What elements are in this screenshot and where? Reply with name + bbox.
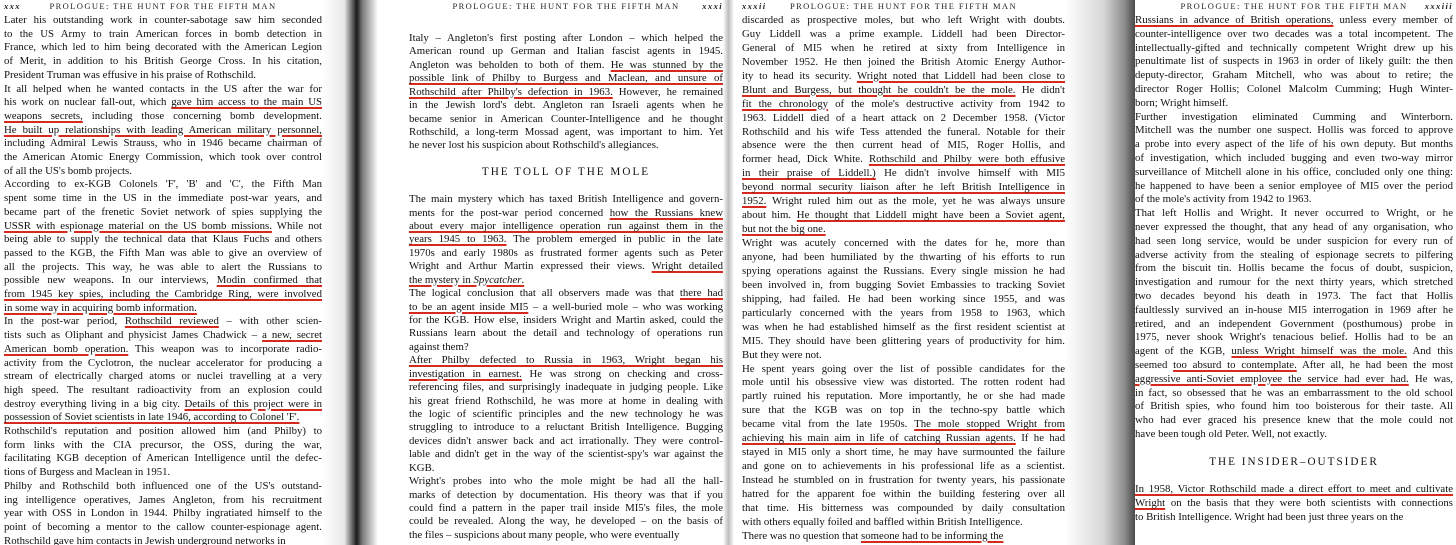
text-line: of all the US's bomb projects.	[4, 164, 132, 177]
text-line	[1135, 469, 1453, 482]
text-line: of British spies, who found him too boisterous for their taste. All	[1135, 400, 1453, 413]
book-page-xxxii	[742, 0, 1065, 545]
page-number: xxx	[4, 1, 21, 11]
text-line: American round up German and Italian fascist agents in 1945.	[409, 45, 723, 58]
highlighted-phrase: Russians in advance of British operations,	[1135, 14, 1334, 26]
text-line: Blunt and Burgess, but thought he couldn't be the mole. He didn't	[742, 83, 1065, 96]
text-line	[4, 302, 322, 315]
highlighted-phrase: there had	[679, 287, 723, 300]
text-line: adverse activity from the stealing of espionage secrets to pilfering	[1135, 248, 1453, 261]
text-line: had seen long service, would be under suspicion for every run of	[1135, 234, 1453, 247]
text-line: particularly concerned with the years from 1958 to 1963, which	[742, 306, 1065, 319]
highlighted-phrase: achieving his main aim in life of catching Russian agents.	[742, 432, 1016, 445]
text-line: aggressive anti-Soviet employee the service had ever had. He was,	[1135, 372, 1453, 385]
text-line: stayed in MI5 only a short time, he may have surmounted the failure	[742, 446, 1065, 459]
highlighted-phrase: in their praise of Liddell.)	[742, 167, 876, 180]
text-line: Philby and Rothschild both influenced one of the US's outstand-	[4, 479, 322, 492]
text-line: investigation in earnest. He was strong on checking and cross-	[409, 367, 723, 380]
highlighted-phrase: The mole stopped Wright from	[914, 418, 1065, 431]
text-line: point of becoming a mentor to the callow counter-espionage agent.	[4, 520, 322, 533]
text-line: seemed too absurd to contemplate. After all, he had been the most	[1135, 359, 1453, 371]
text-line: from the biscuit tin. Hollis became the focus of doubt, suspicion,	[1135, 262, 1453, 275]
text-line: General of MI5 when he retired at sixty from Intelligence in	[742, 41, 1065, 54]
text-line: surveillance of Mitchell alone in his office, concluded only one thing:	[1135, 165, 1453, 178]
text-line: Russians in advance of British operations, unless every member of	[1135, 14, 1453, 26]
highlighted-phrase: beyond normal security liaison after he left British Intelligence in	[742, 181, 1065, 194]
highlighted-phrase: investigation in earnest.	[409, 367, 522, 380]
text-line: who had ever graced his presence knew that the mole could not	[1135, 414, 1453, 427]
text-line: with others equally foiled and baffled within British Intelligence.	[742, 515, 1023, 528]
text-line: Wright was acutely concerned with the dates for he, more than	[742, 237, 1065, 250]
text-line: to the US Army to train American forces in bomb detection in	[4, 27, 322, 40]
highlighted-phrase: Rothschild after Philby's defection in 1963.	[409, 85, 613, 98]
running-header-title: PROLOGUE: THE HUNT FOR THE FIFTH MAN	[1180, 1, 1408, 11]
text-line: intellectually-gifted and technically competent Wright drew up his	[1135, 41, 1453, 54]
text-line	[409, 274, 723, 287]
highlighted-phrase: unless Wright himself was the mole.	[1231, 345, 1407, 358]
text-line: and gone on to achievements in his professional life as a scientist.	[742, 460, 1065, 473]
text-line: director Roger Hollis; Colonel Malcolm Cumming; Hugh Winter-	[1135, 83, 1453, 95]
text-line: the American Atomic Energy Commission, which took over control	[4, 151, 322, 163]
text-line	[742, 181, 1065, 194]
text-line: Rothschild's reputation and position allowed him (and Philby) to	[4, 425, 322, 437]
text-line: There was no question that someone had to be informing the	[742, 529, 1004, 542]
running-header	[409, 1, 723, 11]
text-line: achieving his main aim in life of catching Russian agents. If he had	[742, 432, 1065, 445]
highlighted-phrase: Wright	[1135, 497, 1166, 509]
running-header	[4, 1, 322, 11]
text-line: to British Intelligence. Wright had been just three years on the	[1135, 510, 1404, 523]
highlighted-phrase: In 1958, Victor Rothschild made a direct effort to meet and cultivate	[1135, 483, 1453, 496]
text-line: have been tough old Peter. Well, not exactly.	[1135, 428, 1327, 440]
text-line: in their praise of Liddell.) He didn't involve himself with MI5	[742, 167, 1065, 180]
highlighted-phrase: Blunt and Burgess, but thought he couldn't be the mole.	[742, 83, 1016, 96]
text-line: Further investigation eliminated Cumming and Winterborn.	[1135, 110, 1453, 123]
highlighted-phrase: to be an agent inside MI5	[409, 300, 529, 313]
text-line: counter-intelligence over two decades was a total incompetent. The	[1135, 27, 1453, 40]
text-line: November 1952. He then joined the British Atomic Energy Author-	[742, 55, 1065, 68]
text-line: lable and didn't get in the way of the scientist-spy's war against the	[409, 448, 723, 461]
text-line: two decades beyond his death in 1973. The fact that Hollis	[1135, 290, 1453, 302]
text-line: weapons secrets, including those concerning bomb development.	[4, 109, 322, 122]
text-line: activity from the Cyclotron, the nuclear accelerator for producing a	[4, 356, 322, 369]
text-line: tists such as Oliphant and physicist James Chadwick – a new, secret	[4, 329, 322, 342]
text-line: 1975, never shook Wright's tenacious belief. Hollis had to be an	[1135, 331, 1453, 344]
text-line: year with OSS in London in 1944. Philby ingratiated himself to the	[4, 507, 322, 520]
section-heading: THE INSIDER–OUTSIDER	[1209, 455, 1379, 468]
text-line	[4, 288, 322, 301]
text-line: hatred for the apparent foe within the building festering over all	[742, 487, 1065, 500]
text-line: the logic of scientific principles and the new technology he was	[409, 408, 723, 421]
text-line: MI5. They should have been glittering years of productivity for him.	[742, 334, 1065, 347]
text-line: Later his outstanding work in counter-sabotage saw him seconded	[4, 14, 322, 26]
page-number: xxxii	[742, 1, 767, 11]
text-line: high speed. The resultant radioactivity from an explosion could	[4, 383, 322, 396]
text-line	[742, 223, 1065, 236]
text-line: Rothschild, a long-term Mossad agent, was important to him. Yet	[409, 126, 723, 138]
text-line: American bomb operation. This weapon was to incorporate radio-	[4, 342, 322, 355]
text-line: possible new weapons. In our interviews, Modin confirmed that	[4, 274, 322, 287]
text-line: anyone, had been humiliated by the thwarting of his efforts to run	[742, 250, 1065, 263]
text-line: his great friend Rothschild, he was more at home in dealing with	[409, 394, 723, 407]
text-line: of investigation, which included bugging and even two-way mirror	[1135, 152, 1453, 164]
text-line: It all helped when he wanted contacts in the US after the war for	[4, 82, 322, 95]
text-line: Russians learn about the detail and technology of operations run	[409, 327, 723, 340]
text-line: became senior in American Counter-Intelligence and he thought	[409, 112, 723, 125]
text-line: being able to supply the technical data that Klaus Fuchs and others	[4, 233, 322, 246]
text-line	[1135, 483, 1453, 496]
text-line: France, which led to him being decorated with the American Legion	[4, 41, 322, 54]
text-line: Wright and Arthur Martin expressed their views. Wright detailed	[409, 260, 723, 273]
highlighted-phrase: Wright detailed	[651, 260, 723, 273]
text-line: ing intelligence operatives, James Angleton, from his recruitment	[4, 493, 322, 506]
page-gutter	[322, 0, 378, 545]
text-line: his work on nuclear fall-out, which gave him access to the main US	[4, 96, 322, 109]
running-header-title: PROLOGUE: THE HUNT FOR THE FIFTH MAN	[789, 1, 1018, 11]
text-line: The logical conclusion that all observers made was that there had	[409, 287, 723, 300]
text-line: USSR with espionage material on the US bomb missions. While not	[4, 219, 322, 232]
text-line: been involved in, from bugging Soviet Embassies to tracking Soviet	[742, 278, 1065, 291]
text-line: marks of detection by documentation. His theory was that if you	[409, 488, 723, 501]
highlighted-phrase: in some way in acquiring bomb information.	[4, 301, 197, 314]
highlighted-phrase: too absurd to contemplate.	[1173, 359, 1297, 371]
text-line: 1970s and early 1980s as frustrated former agents such as Peter	[409, 246, 723, 259]
highlighted-phrase: a new, secret	[262, 329, 322, 342]
running-header	[1135, 1, 1453, 11]
text-line: The main mystery which has taxed British Intelligence and govern-	[409, 193, 723, 206]
text-line: ments for the post-war period concerned how the Russians knew	[409, 206, 723, 219]
text-line: including Admiral Lewis Strauss, who in 1946 became chairman of	[4, 137, 322, 150]
text-line	[4, 411, 322, 424]
text-line	[409, 180, 723, 193]
highlighted-phrase: but not the big one.	[742, 223, 826, 236]
highlighted-phrase: Rothschild reviewed	[124, 315, 219, 328]
text-line: years 1945 to 1963. The problem emerged in public in the late	[409, 233, 723, 246]
book-page-xxxi	[409, 0, 723, 545]
book-page-xxx	[4, 0, 322, 545]
highlighted-phrase: gave him access to the main US	[171, 96, 322, 109]
text-line: Italy – Angleton's first posting after London – which helped the	[409, 32, 723, 44]
text-line: never expressed the thought, that any head of any organisation, who	[1135, 221, 1453, 233]
highlighted-phrase: He built up relationships with leading American military personnel,	[4, 123, 322, 136]
text-line: he happened to have been a senior employee of MI5 over the period	[1135, 179, 1453, 192]
text-line	[409, 153, 723, 166]
text-line: became part of the frenetic Soviet network of spies supplying the	[4, 205, 322, 218]
text-line: According to ex-KGB Colonels 'F', 'B' and 'C', the Fifth Man	[4, 178, 322, 191]
highlighted-phrase: possible link of Philby to Burgess and Maclean, and unsure of	[409, 72, 723, 85]
text-line: stream of electrically charged atoms or nuclei travelling at a very	[4, 370, 322, 383]
text-line: ity to head its security. Wright noted that Liddell had been close to	[742, 69, 1065, 82]
text-line: was when he had established himself as the first resident scientist at	[742, 320, 1065, 333]
running-header-title: PROLOGUE: THE HUNT FOR THE FIFTH MAN	[452, 1, 680, 11]
text-line: devices didn't answer back and act irrationally. They were control-	[409, 434, 723, 447]
highlighted-phrase: Details of this project were in	[184, 397, 322, 410]
highlighted-phrase: Rothschild and Philby were both effusive	[868, 153, 1065, 166]
text-line: That left Hollis and Wright. It never occurred to Wright, or he	[1135, 207, 1453, 220]
text-line: of Merit, in addition to his British George Cross. In his citation,	[4, 55, 322, 68]
text-line: Guy Liddell was a prime example. Liddell had been Director-	[742, 27, 1065, 40]
highlighted-phrase: weapons secrets,	[4, 109, 83, 122]
text-line: sure that the KGB was on top in the techno-spy battle which	[742, 404, 1065, 417]
book-page-xxxiii	[1135, 0, 1453, 545]
text-line: that time. His bitterness was compounded by daily consultation	[742, 501, 1065, 514]
text-line: became vital from the late 1950s. The mole stopped Wright from	[742, 418, 1065, 431]
text-line: investigation and rumour for the next thirty years, which stretched	[1135, 276, 1453, 289]
text-line: former head, Dick White. Rothschild and Philby were both effusive	[742, 153, 1065, 166]
text-line: Rothschild and his wife Tess attended the funeral. Notable for their	[742, 125, 1065, 138]
text-line: facilitating KGB deception of American Intelligence until the defec-	[4, 452, 322, 465]
highlighted-phrase: After Philby defected to Russia in 1963, Wright began his	[409, 354, 723, 367]
highlighted-phrase: USSR with espionage material on the US bomb missions.	[4, 219, 272, 232]
text-line: form links with the CIA precursor, the OSS, during the war,	[4, 438, 322, 451]
text-line: agent of the KGB, unless Wright himself was the mole. And this	[1135, 345, 1453, 358]
page-gutter	[1065, 0, 1135, 545]
highlighted-phrase: He was stunned by the	[610, 58, 723, 71]
text-line: Rothschild gave him contacts in Jewish underground networks in	[4, 534, 286, 545]
highlighted-phrase: He thought that Liddell might have been a Soviet agent,	[796, 209, 1065, 222]
highlighted-phrase: 1952.	[742, 195, 767, 208]
highlighted-phrase: years 1945 to 1963.	[409, 233, 507, 246]
text-line: faultlessly survived an in-house MI5 interrogation in 1969 after he	[1135, 303, 1453, 316]
text-line: tions of Burgess and Maclean in 1951.	[4, 466, 171, 479]
highlighted-phrase: fit the chronology	[742, 97, 829, 110]
highlighted-phrase: from 1945 key spies, including the Cambridge Ring, were involved	[4, 288, 322, 300]
highlighted-phrase: how the Russians knew	[609, 206, 723, 219]
running-header	[742, 1, 1065, 11]
text-line: could find a pattern in the paper trail inside MI5's files, the mole	[409, 502, 723, 515]
page-number: xxxiii	[1424, 1, 1453, 11]
text-line: he never lost his suspicion about Rothschild's allegiances.	[409, 139, 659, 152]
text-line: struggling to introduce to a reluctant British Intelligence. Bugging	[409, 421, 723, 434]
text-line: about him. He thought that Liddell might have been a Soviet agent,	[742, 209, 1065, 222]
text-line: all the projects. This way, he was able to alert the Russians to	[4, 260, 322, 273]
text-line: could be revealed. Along the way, he developed – on the basis of	[409, 515, 723, 528]
highlighted-phrase: Modin confirmed that	[216, 274, 322, 287]
highlighted-phrase: possession of Soviet scientists in late 1946, according to Colonel 'F'.	[4, 411, 300, 424]
highlighted-phrase: the mystery in Spycatcher.	[409, 273, 525, 286]
text-line	[409, 354, 723, 367]
text-line: 1952. Wright ruled him out as the mole, yet he was always unsure	[742, 195, 1065, 208]
text-line: destroy everything living in a big city. Details of this project were in	[4, 397, 322, 410]
text-line	[4, 124, 322, 137]
text-line: the files – suspicions about many people, who were eventually	[409, 528, 680, 541]
text-line: shipping, had failed. He had been working since 1955, and was	[742, 292, 1065, 305]
text-line: spying operations against the Russians. Every single mission he had	[742, 264, 1065, 277]
text-line: retired, and an independent Government (posthumous) probe in	[1135, 317, 1453, 330]
text-line: Instead he stumbled on in frustration for twenty years, his passionate	[742, 474, 1065, 487]
text-line: a probe into every aspect of the life of his own deputy. But months	[1135, 138, 1453, 151]
highlighted-phrase: Wright noted that Liddell had been close to	[856, 69, 1065, 82]
text-line: But they were not.	[742, 348, 822, 361]
text-line: for the KGB. How else, insiders Wright and Martin asked, could the	[409, 314, 723, 327]
text-line: in fact, so obsessed that he was an embarrassment to the old school	[1135, 386, 1453, 399]
highlighted-phrase: aggressive anti-Soviet employee the service had ever had.	[1135, 372, 1409, 385]
text-line: spent some time in the US in the immediate post-war years, and	[4, 192, 322, 205]
text-line: deputy-director, Graham Mitchell, who was about to retire; the	[1135, 69, 1453, 82]
text-line: KGB.	[409, 461, 435, 474]
text-line: In the post-war period, Rothschild reviewed – with other scien-	[4, 315, 322, 328]
text-line: mole until his obsessive view was distorted. The rotten rodent had	[742, 376, 1065, 389]
page-number: xxxi	[702, 1, 723, 11]
text-line: Wright's probes into who the mole might be had all the hall-	[409, 475, 723, 488]
text-line: referencing files, and surprisingly inadequate in judging people. Like	[409, 381, 723, 394]
text-line	[409, 220, 723, 233]
highlighted-phrase: about every major intelligence operation run against them in the	[409, 220, 723, 233]
text-line: against them?	[409, 340, 469, 353]
page-gutter	[723, 0, 734, 545]
text-line: fit the chronology of the mole's destructive activity from 1942 to	[742, 97, 1065, 110]
text-line: Mitchell was the number one suspect. Hollis was forced to approve	[1135, 124, 1453, 137]
text-line: absence were the then current head of MI5, Roger Hollis, and	[742, 139, 1065, 152]
text-line: President Truman was effusive in his praise of Rothschild.	[4, 68, 257, 81]
text-line: partly ruined his reputation. More importantly, he or she had made	[742, 390, 1065, 403]
text-line: Angleton was beholden to both of them. He was stunned by the	[409, 58, 723, 71]
text-line: 1963. Liddell died of a heart attack on 2 December 1958. (Victor	[742, 111, 1065, 124]
text-line	[409, 72, 723, 85]
highlighted-phrase: American bomb operation.	[4, 342, 129, 355]
text-line: Wright on the basis that they were both scientists with connections	[1135, 497, 1453, 509]
text-line: to be an agent inside MI5 – a well-buried mole – who was working	[409, 300, 723, 313]
highlighted-phrase: someone had to be informing the	[861, 529, 1004, 542]
text-line: penultimate list of suspects in 1963 in order of likely guilt: the then	[1135, 55, 1453, 68]
text-line: Rothschild after Philby's defection in 1963. However, he remained	[409, 85, 723, 98]
text-line: He spent years going over the list of possible candidates for the	[742, 362, 1065, 375]
text-line: discarded as prospective moles, but who left Wright with doubts.	[742, 14, 1065, 26]
running-header-title: PROLOGUE: THE HUNT FOR THE FIFTH MAN	[49, 1, 277, 11]
text-line: born; Wright himself.	[1135, 96, 1229, 109]
section-heading: THE TOLL OF THE MOLE	[481, 166, 651, 179]
text-line: in the Jewish lord's debt. Angleton ran Israeli agents when he	[409, 99, 723, 112]
text-line: of the mole's activity from 1942 to 1963.	[1135, 193, 1312, 206]
text-line	[1135, 442, 1453, 455]
text-line: passed to the KGB, the Fifth Man was able to give an overview of	[4, 246, 322, 259]
